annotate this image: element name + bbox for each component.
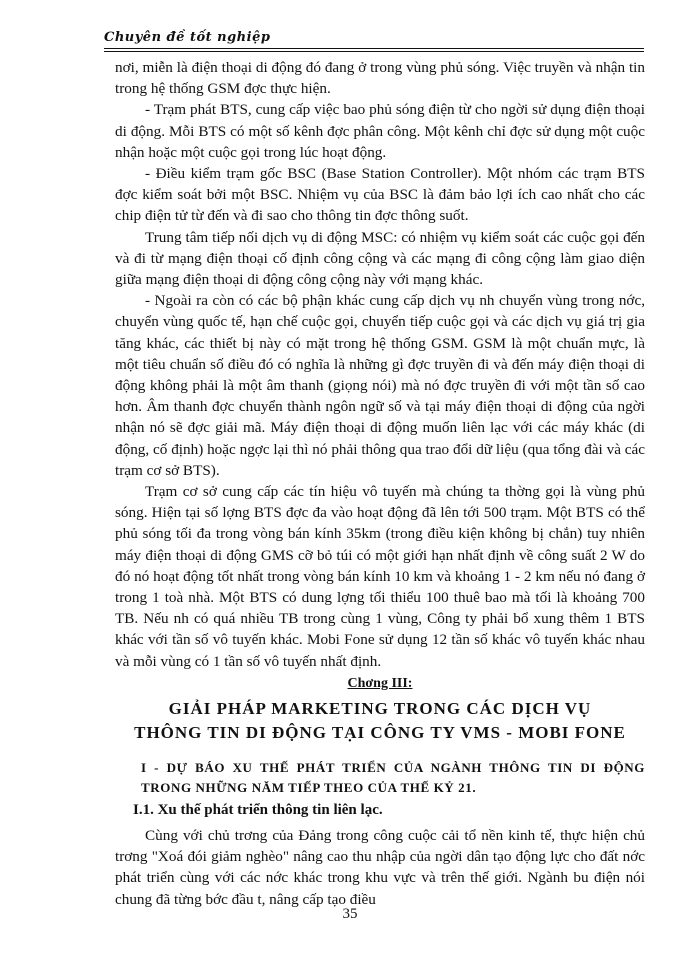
- section-heading: I - DỰ BÁO XU THẾ PHÁT TRIỂN CỦA NGÀNH THÔNG TIN DI ĐỘNG TRONG NHỮNG NĂM TIẾP THEO CỦA THẾ KỶ 21.: [141, 759, 645, 795]
- chapter-title-line-1: GIẢI PHÁP MARKETING TRONG CÁC DỊCH VỤ: [168, 698, 592, 718]
- paragraph: Cùng với chủ trơng của Đảng trong công cuộc cải tổ nền kinh tế, thực hiện chủ trơng "Xoá đói giảm nghèo" nâng cao thu nhập của ngời dân tạo động lực cho đất nớc phát triển cùng với các nớc khác trong khu vực và trên thế giới. Ngành bu điện nói chung đã từng bớc đầu t, nâng cấp tạo điều: [115, 826, 645, 908]
- header-rule: [104, 48, 644, 49]
- chapter-title-line-2: THÔNG TIN DI ĐỘNG TẠI CÔNG TY VMS - MOBI FONE: [134, 722, 626, 742]
- paragraph: Trạm cơ sở cung cấp các tín hiệu vô tuyến mà chúng ta thờng gọi là vùng phủ sóng. Hiện tại số lợng BTS đợc đa vào hoạt động đã lên tới 500 trạm. Một BTS có thể phủ sóng tối đa trong vòng bán kính 35km (trong điều kiện không bị chắn) tuy nhiên máy điện thoại di động GMS cỡ bỏ túi có một giới hạn nhất định về công suất 2 W do đó nó hoạt động tốt nhất trong vòng bán kính 10 km và khoảng 1 - 2 km nếu nó đang ở trong 1 toà nhà. Một BTS có dung lợng tối thiểu 100 thuê bao mà tối là khoảng 700 TB. Nếu nh có quá nhiều TB trong cùng 1 vùng, Công ty phải bổ xung thêm 1 BTS khác với tần số vô tuyến khác. Mobi Fone sử dụng 12 tần số khác vô tuyến khác nhau và mỗi vùng có 1 tần số vô tuyến nhất định.: [115, 483, 645, 670]
- header-rule-thin: [104, 51, 644, 52]
- paragraph: Trung tâm tiếp nối dịch vụ di động MSC: có nhiệm vụ kiểm soát các cuộc gọi đến và đi từ mạng điện thoại cố định công cộng và các mạng đi công cộng làm giao diện giữa mạng điện thoại di động công cộng này với mạng khác.: [115, 228, 645, 289]
- paragraph: nơi, miễn là điện thoại di động đó đang ở trong vùng phủ sóng. Việc truyền và nhận tin trong hệ thống GSM đợc thực hiện.: [115, 59, 645, 98]
- header-title: Chuyên đề tốt nghiệp: [104, 30, 271, 45]
- page-header: [104, 28, 644, 50]
- document-body: [115, 57, 645, 910]
- paragraph: - Trạm phát BTS, cung cấp việc bao phủ sóng điện từ cho ngời sử dụng điện thoại di động. Mỗi BTS có một số kênh đợc phân công. Một kênh chỉ đợc sử dụng một cuộc nhận hoặc một cuộc gọi trong lúc hoạt động.: [115, 101, 645, 161]
- subsection-heading: I.1. Xu thế phát triển thông tin liên lạc.: [133, 801, 383, 818]
- page-number: 35: [342, 906, 358, 922]
- paragraph: - Ngoài ra còn có các bộ phận khác cung cấp dịch vụ nh chuyển vùng trong nớc, chuyển vùng quốc tế, hạn chế cuộc gọi, chuyển tiếp cuộc gọi và các dịch vụ giá trị gia tăng khác, các thiết bị này có mặt trong hệ thống GSM. GSM là một chuẩn mực, là một tiêu chuẩn số điều đó có nghĩa là những gì đợc truyền đi và đến máy điện thoại di động không phải là một âm thanh (giọng nói) mà nó đợc truyền đi với một tần số cao hơn. Âm thanh đợc chuyển thành ngôn ngữ số và tại máy điện thoại di động của ngời nhận nó sẽ đợc giải mã. Máy điện thoại di động muốn liên lạc với các máy khác (di động, cố định) hoặc ngợc lại thì nó phải thông qua trao đổi dữ liệu (qua tổng đài và các trạm cơ sở BTS).: [115, 292, 645, 479]
- paragraph: - Điều kiểm trạm gốc BSC (Base Station Controller). Một nhóm các trạm BTS đợc kiểm soát bởi một BSC. Nhiệm vụ của BSC là đảm bảo lợi ích cao nhất cho các chip điện tử từ đến và đi sao cho thông tin đợc thông suốt.: [115, 165, 645, 225]
- chapter-label: Chơng III:: [347, 675, 413, 691]
